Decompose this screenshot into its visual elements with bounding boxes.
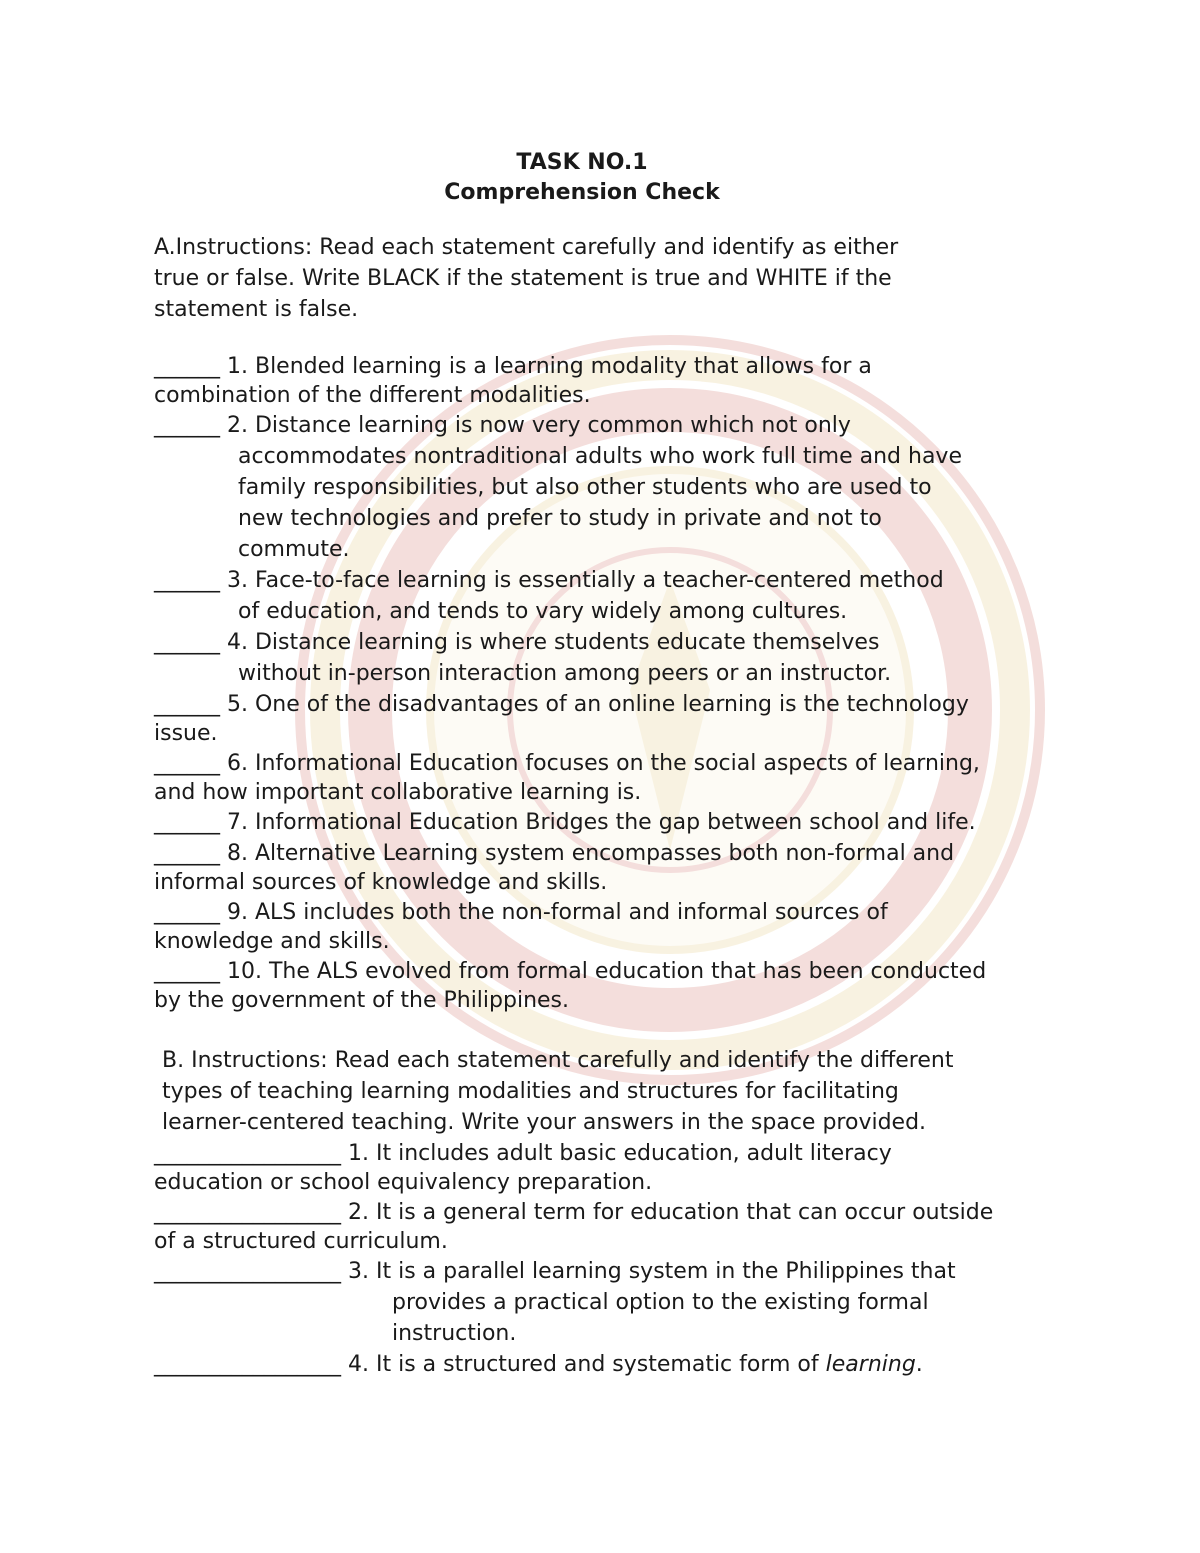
question-b-1-text: _________________ 1. It includes adult basic education, adult literacy (154, 1141, 892, 1166)
question-a-5 (154, 689, 1074, 748)
question-a-3-text: ______ 3. Face-to-face learning is essentially a teacher-centered method (154, 568, 944, 593)
question-a-10-cont: by the government of the Philippines. (154, 988, 570, 1013)
question-a-1-cont: combination of the different modalities. (154, 383, 591, 408)
question-a-2-cont: accommodates nontraditional adults who work full time and have family responsibilities, but also other students who are used to new technologies and prefer to study in private and not to commute. (238, 444, 962, 562)
question-a-7 (154, 807, 1074, 838)
question-a-8 (154, 838, 1074, 897)
question-b-3 (154, 1256, 1074, 1349)
question-a-8-text: ______ 8. Alternative Learning system encompasses both non-formal and (154, 841, 955, 866)
question-b-3-text: _________________ 3. It is a parallel learning system in the Philippines that (154, 1259, 956, 1284)
question-a-4 (154, 627, 1074, 689)
question-a-3 (154, 565, 1074, 627)
question-a-3-cont: of education, and tends to vary widely among cultures. (238, 599, 848, 624)
task-title: TASK NO.1 (516, 150, 648, 175)
section-a-instructions: A.Instructions: Read each statement carefully and identify as either true or false. Write BLACK if the statement is true and WHITE if the statement is false. (154, 235, 899, 322)
question-a-6-cont: and how important collaborative learning is. (154, 780, 642, 805)
question-a-10 (154, 956, 1074, 1015)
question-b-1-cont: education or school equivalency preparation. (154, 1170, 653, 1195)
question-a-10-text: ______ 10. The ALS evolved from formal education that has been conducted (154, 959, 987, 984)
question-b-2-text: _________________ 2. It is a general term for education that can occur outside (154, 1200, 994, 1225)
section-b-instructions: B. Instructions: Read each statement carefully and identify the different types of teaching learning modalities and structures for facilitating learner-centered teaching. Write your answers in the space provided. (162, 1048, 954, 1135)
question-a-4-text: ______ 4. Distance learning is where students educate themselves (154, 630, 880, 655)
question-b-4-prefix: _________________ 4. It is a structured and systematic form of (154, 1352, 826, 1377)
task-subtitle: Comprehension Check (444, 180, 720, 205)
question-a-9 (154, 897, 1074, 956)
question-a-1-text: ______ 1. Blended learning is a learning modality that allows for a (154, 354, 872, 379)
question-b-2-cont: of a structured curriculum. (154, 1229, 448, 1254)
question-b-4-emphasis: learning (825, 1352, 916, 1377)
document-page (154, 148, 1074, 1380)
question-a-5-text: ______ 5. One of the disadvantages of an online learning is the technology (154, 692, 969, 717)
question-b-2 (154, 1197, 1074, 1256)
question-a-9-text: ______ 9. ALS includes both the non-formal and informal sources of (154, 900, 888, 925)
question-b-4-suffix: . (915, 1352, 923, 1377)
question-a-8-cont: informal sources of knowledge and skills. (154, 870, 608, 895)
question-a-6-text: ______ 6. Informational Education focuses on the social aspects of learning, (154, 751, 980, 776)
question-b-4-text (154, 1349, 1074, 1380)
question-a-1 (154, 351, 1074, 410)
question-a-7-text: ______ 7. Informational Education Bridges the gap between school and life. (154, 810, 976, 835)
question-b-3-cont: provides a practical option to the existing formal instruction. (392, 1290, 929, 1346)
question-b-4 (154, 1349, 1074, 1380)
question-b-1 (154, 1138, 1074, 1197)
question-a-4-cont: without in-person interaction among peers or an instructor. (238, 661, 892, 686)
question-a-2-text: ______ 2. Distance learning is now very common which not only (154, 413, 851, 438)
question-a-2 (154, 410, 1074, 565)
question-a-9-cont: knowledge and skills. (154, 929, 390, 954)
question-a-6 (154, 748, 1074, 807)
question-a-5-cont: issue. (154, 721, 218, 746)
